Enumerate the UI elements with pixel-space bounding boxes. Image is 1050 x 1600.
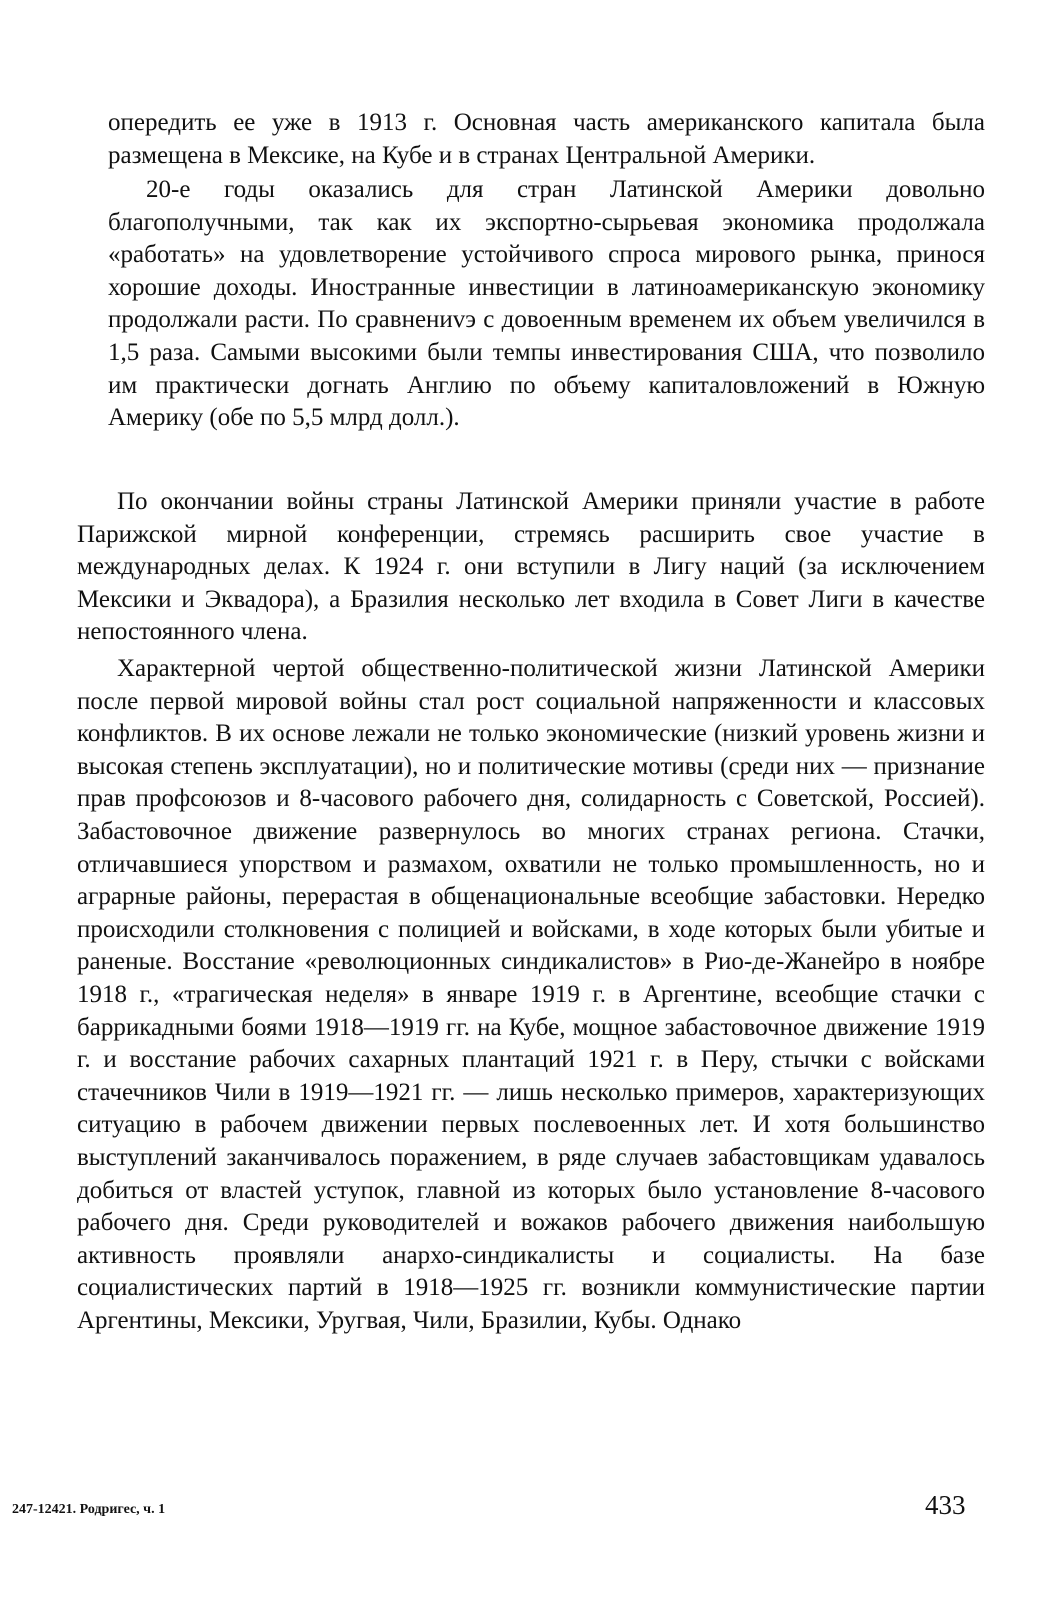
paragraph-continuation: опередить ее уже в 1913 г. Основная часть американского капитала была размещена в Мексике, на Кубе и в странах Центральной Америки. (108, 109, 985, 169)
printer-signature: 247-12421. Родригес, ч. 1 (12, 1502, 166, 1517)
page-number: 433 (925, 1490, 966, 1520)
paragraph-twenties-economy: 20-е годы оказались для стран Латинской Америки довольно благополучными, так как их экспортно-сырьевая экономика продолжала «работать» на удовлетворение устойчивого спроса мирового рынка, принося хорошие доходы. Иностранные инвестиции в латиноамериканскую экономику продолжали расти. По сравнениvэ с довоенным временем их объем увеличился в 1,5 раза. Самыми высокими были темпы инвестирования США, что позволило им практически догнать Англию по объему капиталовложений в Южную Америку (обе по 5,5 млрд долл.). (108, 176, 985, 432)
paragraph-labor-movement: Характерной чертой общественно-политической жизни Латинской Америки после первой мировой войны стал рост социальной напряженности и классовых конфликтов. В их основе лежали не только экономические (низкий уровень жизни и высокая степень эксплуатации), но и политические мотивы (среди них — признание прав профсоюзов и 8-часового рабочего дня, солидарность с Советской, Россией). Забастовочное движение развернулось во многих странах региона. Стачки, отличавшиеся упорством и размахом, охватили не только промышленность, но и аграрные районы, перерастая в общенациональные всеобщие забастовки. Нередко происходили столкновения с полицией и войсками, в ходе которых были убитые и раненые. Восстание «революционных синдикалистов» в Рио-де-Жанейро в ноябре 1918 г., «трагическая неделя» в январе 1919 г. в Аргентине, всеобщие стачки с баррикадными боями 1918—1919 гг. на Кубе, мощное забастовочное движение 1919 г. и восстание рабочих сахарных плантаций 1921 г. в Перу, стычки с войсками стачечников Чили в 1919—1921 гг. — лишь несколько примеров, характеризующих ситуацию в рабочем движении первых послевоенных лет. И хотя большинство выступлений заканчивалось поражением, в ряде случаев забастовщикам удавалось добиться от властей уступок, главной из которых было установление 8-часового рабочего дня. Среди руководителей и вожаков рабочего движения наибольшую активность проявляли анархо-синдикалисты и социалисты. На базе социалистических партий в 1918—1925 гг. возникли коммунистические партии Аргентины, Мексики, Уругвая, Чили, Бразилии, Кубы. Однако (77, 655, 985, 1334)
paragraph-league-of-nations: По окончании войны страны Латинской Америки приняли участие в работе Парижской мирной конференции, стремясь расширить свое участие в международных делах. К 1924 г. они вступили в Лигу наций (за исключением Мексики и Эквадора), а Бразилия несколько лет входила в Совет Лиги в качестве непостоянного члена. (77, 488, 985, 646)
